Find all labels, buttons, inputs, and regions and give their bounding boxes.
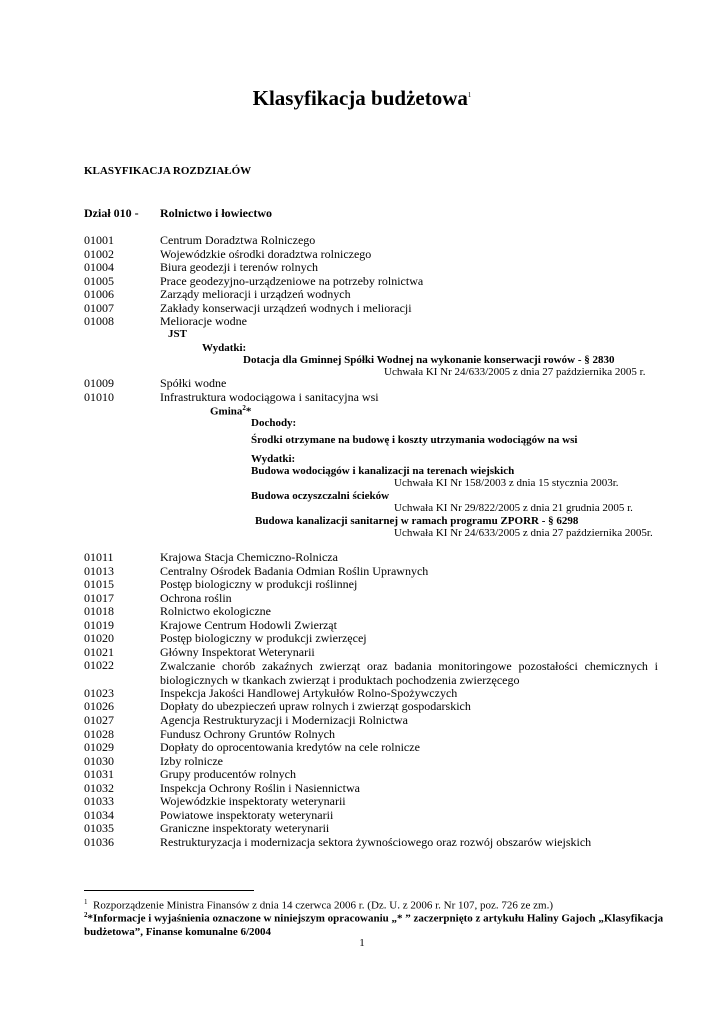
item-name: Zarządy melioracji i urządzeń wodnych: [160, 287, 351, 301]
item-name: Rolnictwo ekologiczne: [160, 604, 271, 618]
gmina-label: Gmina$^2$*: [210, 404, 252, 418]
item-code: 01009: [84, 376, 114, 390]
gmina-wydatki-label: Wydatki:: [251, 453, 296, 465]
list-item: [0, 741, 724, 754]
item-name: Agencja Restrukturyzacji i Modernizacji Rolnictwa: [160, 713, 408, 727]
item-name: Centralny Ośrodek Badania Odmian Roślin Uprawnych: [160, 564, 429, 578]
item-code: 01021: [84, 645, 114, 659]
item-name: Melioracje wodne: [160, 314, 247, 328]
item-code: 01023: [84, 686, 114, 700]
item-code: 01020: [84, 631, 114, 645]
footnote-mark: 2: [84, 911, 88, 919]
list-item: [0, 551, 724, 564]
item-name: Ochrona roślin: [160, 591, 232, 605]
item-name: Dopłaty do oprocentowania kredytów na cele rolnicze: [160, 740, 420, 754]
list-item: [0, 315, 724, 328]
dzial-name: Rolnictwo i łowiectwo: [160, 206, 272, 220]
gmina-srodki: Środki otrzymane na budowę i koszty utrzymania wodociągów na wsi: [251, 434, 578, 446]
item-name: Inspekcja Ochrony Roślin i Nasiennictwa: [160, 781, 360, 795]
item-code: 01001: [84, 233, 114, 247]
item-name: Zakłady konserwacji urządzeń wodnych i melioracji: [160, 301, 412, 315]
list-item: [0, 391, 724, 404]
list-item: [0, 578, 724, 591]
item-name: Wojewódzkie ośrodki doradztwa rolniczego: [160, 247, 372, 261]
item-name: Powiatowe inspektoraty weterynarii: [160, 808, 334, 822]
footnote-mark: 1: [84, 898, 88, 906]
section-heading: KLASYFIKACJA ROZDZIAŁÓW: [84, 165, 252, 177]
item-name: Graniczne inspektoraty weterynarii: [160, 821, 330, 835]
document-title: Klasyfikacja budżetowa$^1$: [252, 86, 472, 110]
item-code: 01002: [84, 247, 114, 261]
footnote-divider: [84, 890, 254, 891]
jst-label: JST: [168, 328, 187, 340]
item-name: Krajowe Centrum Hodowli Zwierząt: [160, 618, 337, 632]
list-item: [0, 714, 724, 727]
item-name: Infrastruktura wodociągowa i sanitacyjna wsi: [160, 390, 379, 404]
item-code: 01017: [84, 591, 114, 605]
item-code: 01032: [84, 781, 114, 795]
item-name: Krajowa Stacja Chemiczno-Rolnicza: [160, 550, 338, 564]
item-code: 01008: [84, 314, 114, 328]
footnote-ref: 2: [242, 404, 246, 412]
item-code: 01026: [84, 699, 114, 713]
gmina-uchwala: Uchwała KI Nr 29/822/2005 z dnia 21 grudnia 2005 r.: [394, 502, 633, 514]
item-name: Prace geodezyjno-urządzeniowe na potrzeby rolnictwa: [160, 274, 424, 288]
item-code: 01007: [84, 301, 114, 315]
footnote-2: $^2$*Informacje i wyjaśnienia oznaczone w niniejszym opracowaniu „* ” zaczerpnięto z artykułu Haliny Gajoch „Klasyfikacja budżetowa”, Finanse komunalne 6/2004: [84, 911, 664, 938]
item-code: 01013: [84, 564, 114, 578]
list-item: [0, 605, 724, 618]
gmina-dochody-label: Dochody:: [251, 417, 297, 429]
gmina-item: Budowa wodociągów i kanalizacji na terenach wiejskich: [251, 465, 515, 477]
footnote-1: $^1$ Rozporządzenie Ministra Finansów z dnia 14 czerwca 2006 r. (Dz. U. z 2006 r. Nr 107, poz. 726 ze zm.): [84, 898, 554, 912]
list-item: [0, 768, 724, 781]
item-code: 01033: [84, 794, 114, 808]
list-item: [0, 795, 724, 808]
item-code: 01011: [84, 550, 114, 564]
gmina-uchwala: Uchwała KI Nr 24/633/2005 z dnia 27 października 2005r.: [394, 527, 653, 539]
list-item: [0, 288, 724, 301]
gmina-uchwala: Uchwała KI Nr 158/2003 z dnia 15 stycznia 2003r.: [394, 477, 619, 489]
item-name: Spółki wodne: [160, 376, 227, 390]
jst-wydatki-label: Wydatki:: [202, 342, 247, 354]
item-name: Biura geodezji i terenów rolnych: [160, 260, 318, 274]
item-name: Centrum Doradztwa Rolniczego: [160, 233, 316, 247]
list-item: [0, 261, 724, 274]
list-item: [0, 836, 724, 849]
item-code: 01006: [84, 287, 114, 301]
item-code: 01028: [84, 727, 114, 741]
item-code: 01004: [84, 260, 114, 274]
footnote-ref: 1: [467, 91, 472, 99]
item-code: 01036: [84, 835, 114, 849]
gmina-item: Budowa kanalizacji sanitarnej w ramach programu ZPORR - § 6298: [255, 515, 579, 527]
list-item: [0, 659, 724, 687]
item-code: 01015: [84, 577, 114, 591]
item-name: Inspekcja Jakości Handlowej Artykułów Rolno-Spożywczych: [160, 686, 458, 700]
item-name: Postęp biologiczny w produkcji roślinnej: [160, 577, 358, 591]
list-item: [0, 822, 724, 835]
list-item: [0, 700, 724, 713]
item-name: Postęp biologiczny w produkcji zwierzęcej: [160, 631, 367, 645]
item-code: 01018: [84, 604, 114, 618]
list-item: [0, 377, 724, 390]
item-code: 01034: [84, 808, 114, 822]
item-code: 01030: [84, 754, 114, 768]
item-code: 01005: [84, 274, 114, 288]
item-name: Restrukturyzacja i modernizacja sektora żywnościowego oraz rozwój obszarów wiejskich: [160, 835, 592, 849]
dzial-code: Dział 010 -: [84, 206, 139, 220]
item-code: 01031: [84, 767, 114, 781]
item-name: Izby rolnicze: [160, 754, 223, 768]
item-name: Dopłaty do ubezpieczeń upraw rolnych i zwierząt gospodarskich: [160, 699, 471, 713]
item-code: 01022: [84, 658, 114, 672]
item-name: Fundusz Ochrony Gruntów Rolnych: [160, 727, 335, 741]
item-code: 01027: [84, 713, 114, 727]
list-item: [0, 632, 724, 645]
item-code: 01019: [84, 618, 114, 632]
item-code: 01035: [84, 821, 114, 835]
page-number: 1: [359, 937, 365, 949]
item-name: Grupy producentów rolnych: [160, 767, 296, 781]
list-item: [0, 234, 724, 247]
item-code: 01010: [84, 390, 114, 404]
item-name: Wojewódzkie inspektoraty weterynarii: [160, 794, 346, 808]
jst-dotacja: Dotacja dla Gminnej Spółki Wodnej na wykonanie konserwacji rowów - § 2830: [243, 354, 615, 366]
gmina-item: Budowa oczyszczalni ścieków: [251, 490, 390, 502]
item-name: Główny Inspektorat Weterynarii: [160, 645, 315, 659]
item-code: 01029: [84, 740, 114, 754]
item-name: Zwalczanie chorób zakaźnych zwierząt oraz badania monitoringowe pozostałości chemicznych i biologicznych w tkankach zwierząt i produktach pochodzenia zwierzęcego: [160, 659, 658, 687]
jst-uchwala: Uchwała KI Nr 24/633/2005 z dnia 27 października 2005 r.: [384, 366, 646, 378]
